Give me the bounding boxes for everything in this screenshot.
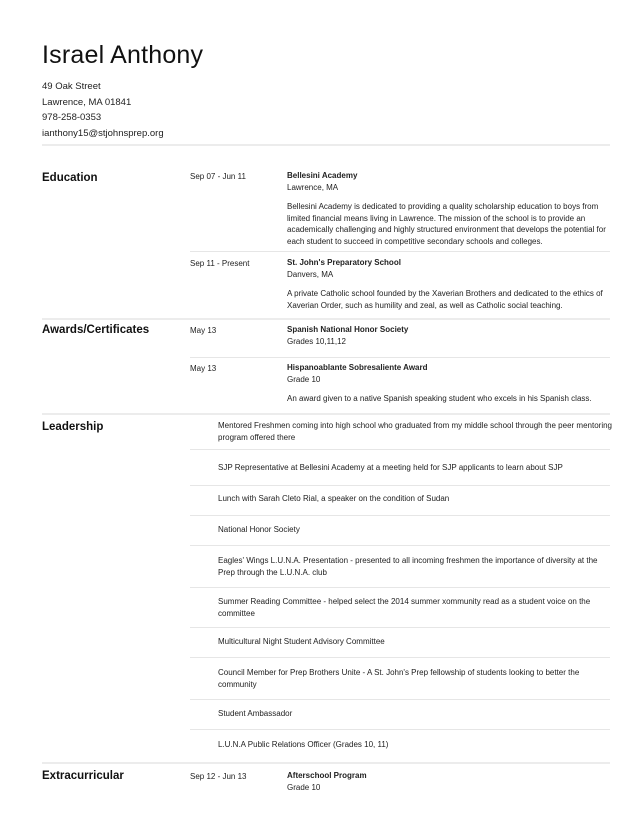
section-divider bbox=[42, 318, 610, 320]
entry-divider bbox=[190, 699, 610, 700]
leadership-item: Council Member for Prep Brothers Unite - A St. John's Prep fellowship of students looking to better the community bbox=[218, 668, 580, 689]
leadership-item: Multicultural Night Student Advisory Committee bbox=[218, 637, 385, 646]
leadership-item: Lunch with Sarah Cleto Rial, a speaker on the condition of Sudan bbox=[218, 494, 450, 503]
email-address: ianthony15@stjohnsprep.org bbox=[42, 127, 164, 139]
leadership-item: National Honor Society bbox=[218, 525, 300, 534]
leadership-item: SJP Representative at Bellesini Academy at a meeting held for SJP applicants to learn about SJP bbox=[218, 463, 563, 472]
school-name: Bellesini Academy bbox=[287, 171, 358, 180]
award-name: Spanish National Honor Society bbox=[287, 325, 409, 334]
entry-divider bbox=[190, 251, 610, 252]
entry-divider bbox=[190, 449, 610, 450]
school-location: Danvers, MA bbox=[287, 269, 334, 279]
extracurricular-date: Sep 12 - Jun 13 bbox=[190, 772, 247, 781]
education-date: Sep 11 - Present bbox=[190, 259, 250, 268]
entry-divider bbox=[190, 627, 610, 628]
activity-detail: Grade 10 bbox=[287, 782, 321, 792]
award-description: An award given to a native Spanish speaking student who excels in his Spanish class. bbox=[287, 394, 592, 403]
award-detail: Grade 10 bbox=[287, 374, 321, 384]
leadership-item: Summer Reading Committee - helped select the 2014 summer xommunity read as a student voice on the committee bbox=[218, 597, 591, 618]
award-entry bbox=[287, 362, 607, 405]
award-detail: Grades 10,11,12 bbox=[287, 336, 347, 346]
leadership-item: Mentored Freshmen coming into high school who graduated from my middle school through the peer mentoring program offered there bbox=[218, 421, 612, 442]
entry-divider bbox=[190, 729, 610, 730]
address-line-1: 49 Oak Street bbox=[42, 81, 101, 92]
education-entry bbox=[287, 257, 607, 311]
award-date: May 13 bbox=[190, 364, 217, 373]
address-line-2: Lawrence, MA 01841 bbox=[42, 96, 132, 108]
education-entry bbox=[287, 170, 607, 247]
section-divider bbox=[42, 762, 610, 764]
school-name: St. John's Preparatory School bbox=[287, 258, 401, 267]
education-section-title: Education bbox=[42, 172, 98, 184]
activity-name: Afterschool Program bbox=[287, 771, 367, 780]
education-date: Sep 07 - Jun 11 bbox=[190, 172, 246, 181]
award-date: May 13 bbox=[190, 326, 217, 335]
school-description: Bellesini Academy is dedicated to providing a quality scholarship education to boys from limited financial means living in Lawrence. The mission of the school is to provide an academically challenging and highly structured environment that develops the potential for each student to succeed in competitive secondary schools and colleges. bbox=[287, 202, 606, 246]
resume-header bbox=[42, 40, 203, 141]
award-name: Hispanoablante Sobresaliente Award bbox=[287, 363, 428, 372]
candidate-name: Israel Anthony bbox=[42, 41, 204, 69]
section-divider bbox=[42, 413, 610, 415]
header-divider bbox=[42, 144, 610, 146]
entry-divider bbox=[190, 357, 610, 358]
awards-section-title: Awards/Certificates bbox=[42, 324, 150, 336]
award-entry bbox=[287, 324, 607, 347]
school-description: A private Catholic school founded by the Xaverian Brothers and dedicated to the ethics of Xaverian Order, such as humility and zeal, as well as Catholic social teaching. bbox=[287, 289, 603, 310]
entry-divider bbox=[190, 587, 610, 588]
school-location: Lawrence, MA bbox=[287, 182, 339, 192]
leadership-item: Eagles' Wings L.U.N.A. Presentation - presented to all incoming freshmen the importance of diversity at the Prep through the L.U.N.A. club bbox=[218, 556, 598, 577]
entry-divider bbox=[190, 545, 610, 546]
entry-divider bbox=[190, 515, 610, 516]
entry-divider bbox=[190, 657, 610, 658]
leadership-item: Student Ambassador bbox=[218, 709, 293, 718]
phone-number: 978-258-0353 bbox=[42, 112, 102, 123]
leadership-section-title: Leadership bbox=[42, 421, 104, 433]
extracurricular-section-title: Extracurricular bbox=[42, 770, 124, 782]
extracurricular-entry bbox=[287, 770, 607, 793]
entry-divider bbox=[190, 485, 610, 486]
leadership-item: L.U.N.A Public Relations Officer (Grades 10, 11) bbox=[218, 740, 389, 749]
